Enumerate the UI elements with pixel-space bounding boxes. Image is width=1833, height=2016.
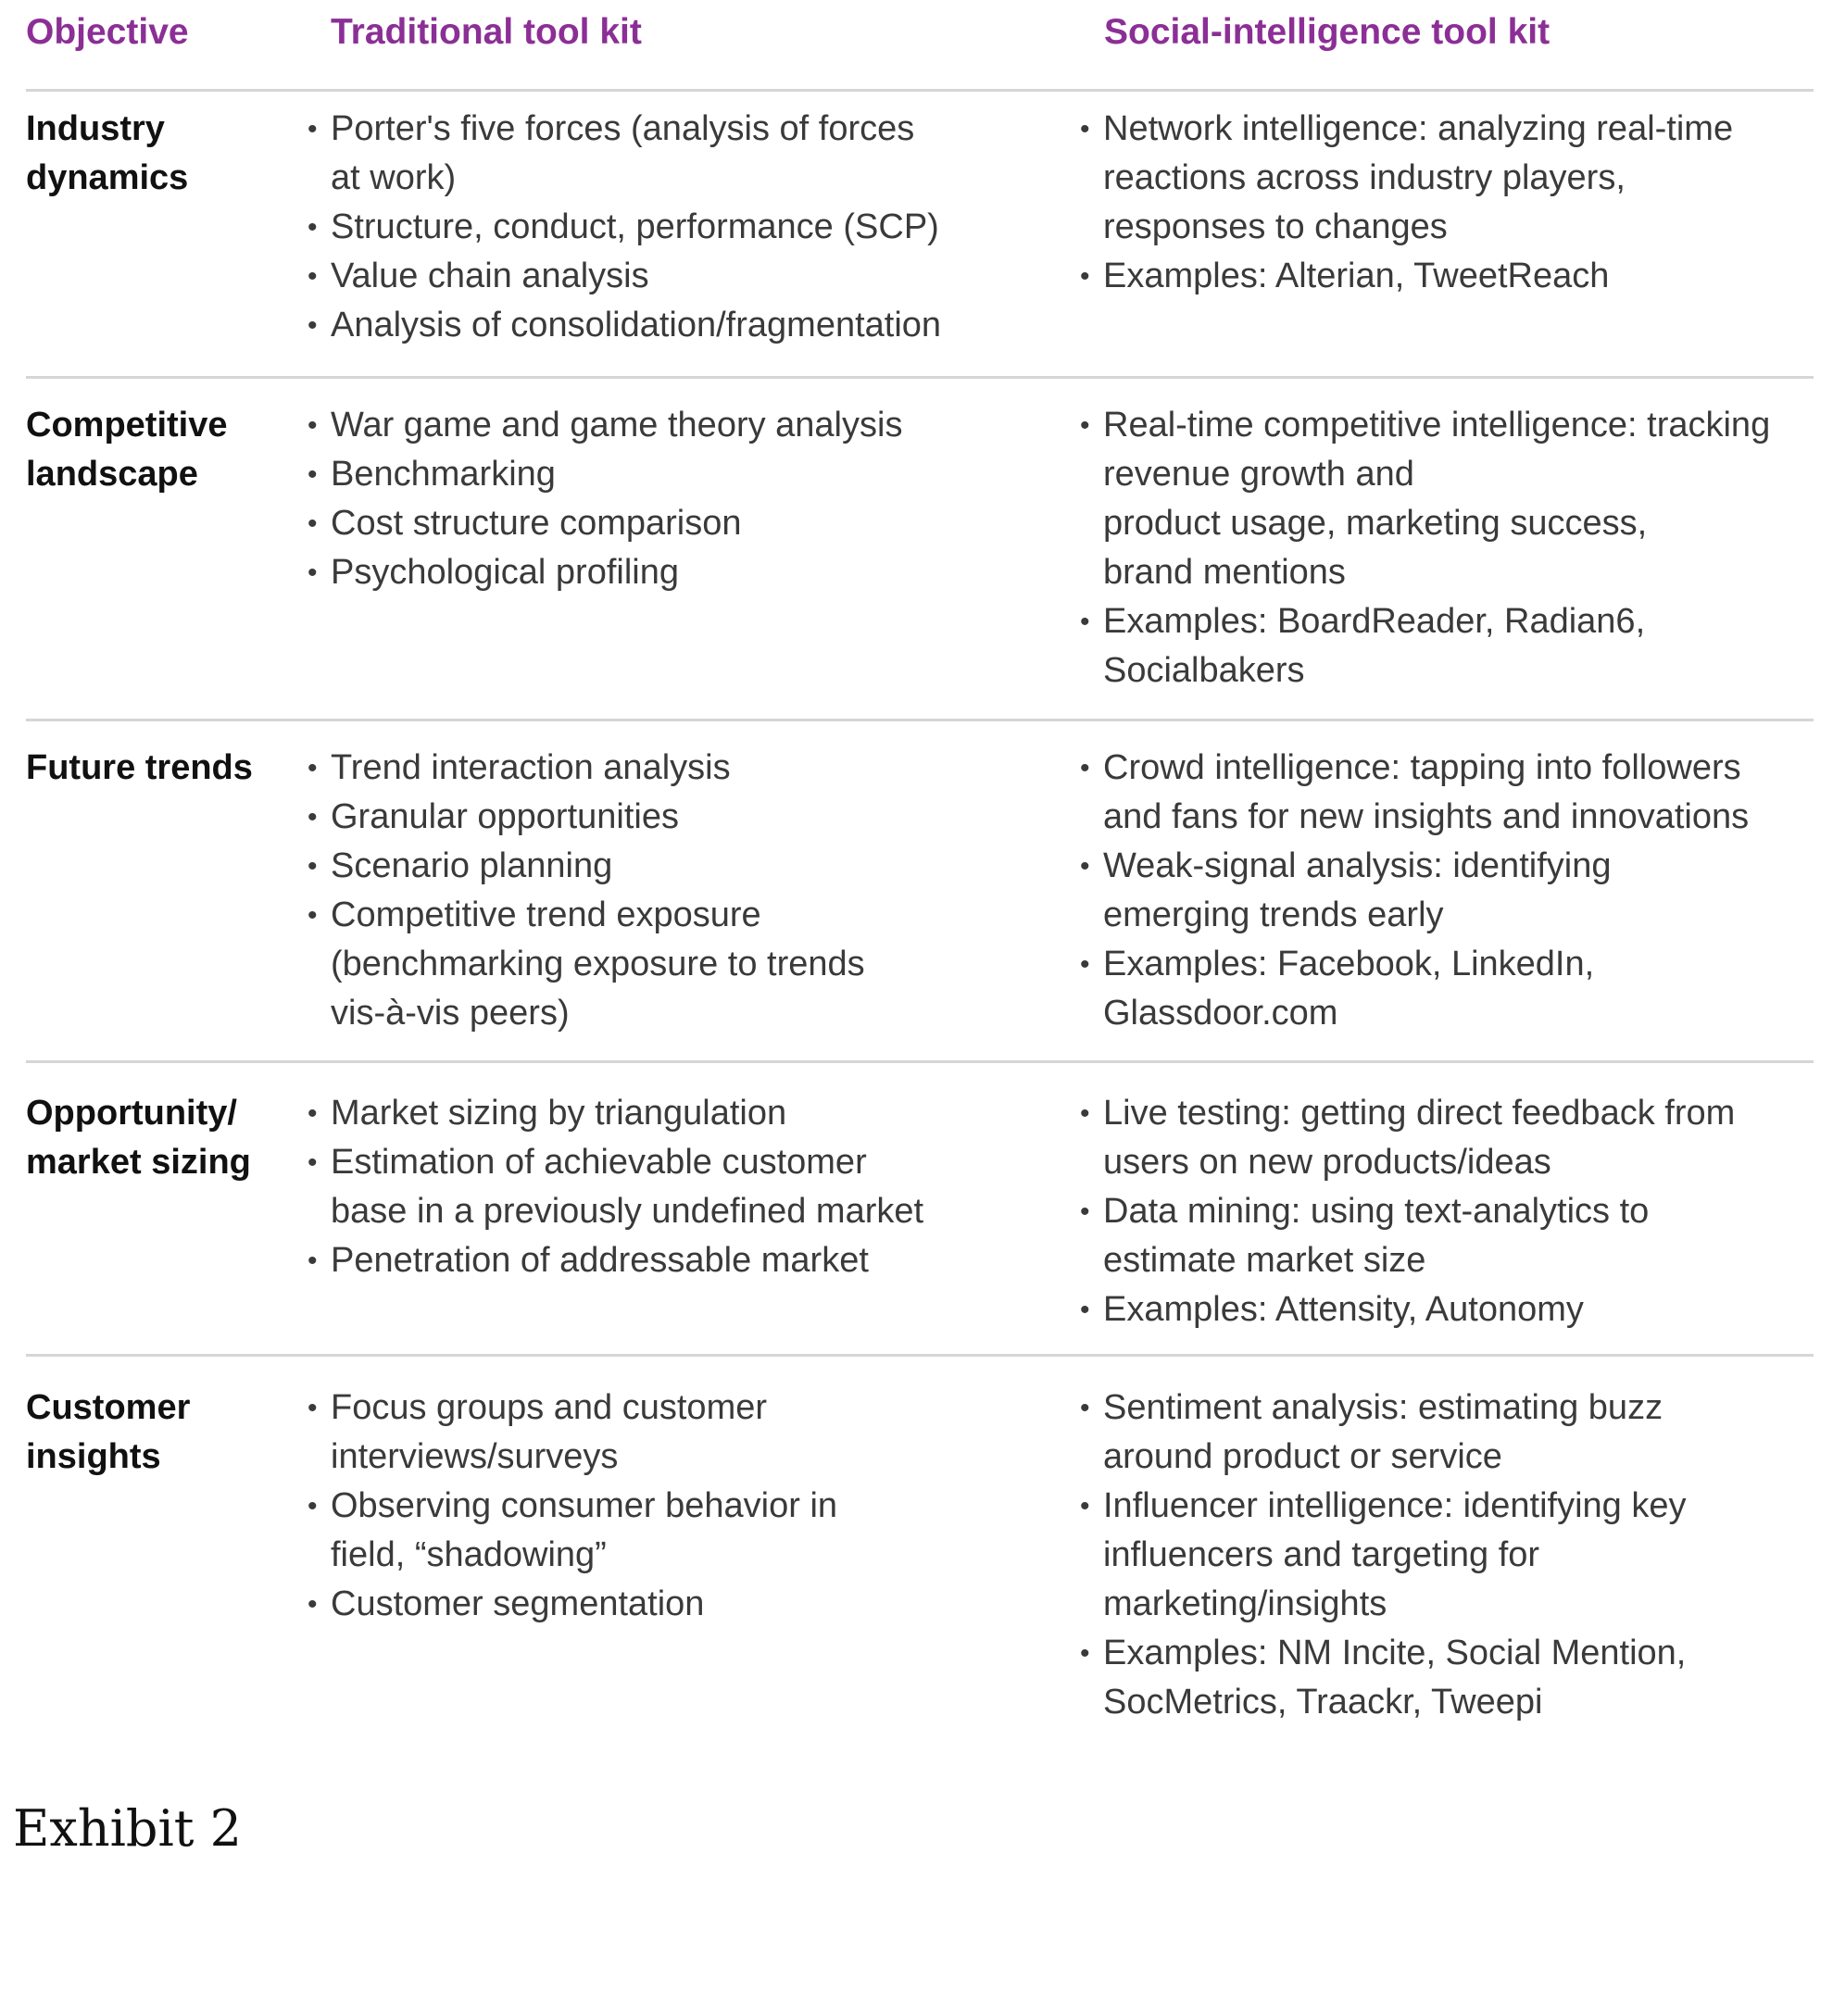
header-social-intelligence-tool-kit: Social-intelligence tool kit (1104, 12, 1551, 52)
row-divider (26, 376, 1814, 379)
bullet-line: • Crowd intelligence: tapping into followers (1103, 748, 1741, 787)
objective-cell (26, 1384, 190, 1482)
bullet-item (1080, 105, 1733, 252)
bullet-item (308, 1580, 837, 1629)
social-cell (1080, 744, 1749, 1038)
objective-cell (26, 105, 188, 203)
bullet-line: • Live testing: getting direct feedback from (1103, 1094, 1736, 1133)
bullet-line: • Cost structure comparison (331, 504, 742, 543)
bullet-line: • Observing consumer behavior in (331, 1486, 838, 1525)
social-cell (1080, 105, 1733, 301)
objective-line: Future trends (26, 748, 253, 787)
header-traditional-tool-kit: Traditional tool kit (331, 12, 642, 52)
bullet-item (308, 105, 941, 203)
bullet-item (1080, 401, 1770, 597)
bullet-line: • Examples: Attensity, Autonomy (1103, 1290, 1584, 1329)
bullet-item (308, 1236, 923, 1285)
bullet-item (308, 450, 902, 499)
bullet-line: around product or service (1103, 1437, 1502, 1476)
exhibit-caption: Exhibit 2 (13, 1799, 242, 1858)
bullet-item (308, 401, 902, 450)
objective-cell (26, 744, 253, 793)
bullet-item (308, 301, 941, 350)
bullet-line: base in a previously undefined market (331, 1192, 924, 1231)
bullet-line: and fans for new insights and innovations (1103, 797, 1750, 836)
bullet-line: • Market sizing by triangulation (331, 1094, 787, 1133)
bullet-line: • Benchmarking (331, 455, 556, 494)
objective-line: Customer (26, 1388, 191, 1427)
bullet-item (308, 203, 941, 252)
bullet-item (308, 499, 902, 548)
bullet-line: responses to changes (1103, 207, 1448, 246)
bullet-item (1080, 1089, 1735, 1187)
traditional-cell (308, 105, 941, 350)
bullet-line: • Examples: BoardReader, Radian6, (1103, 602, 1646, 641)
bullet-item (1080, 1482, 1687, 1629)
bullet-line: brand mentions (1103, 553, 1346, 592)
social-cell (1080, 401, 1770, 695)
bullet-line: • Porter's five forces (analysis of forces (331, 109, 915, 148)
bullet-line: • Examples: Alterian, TweetReach (1103, 257, 1610, 295)
bullet-line: • Estimation of achievable customer (331, 1143, 867, 1182)
bullet-item (1080, 744, 1749, 842)
bullet-item (308, 1089, 923, 1138)
objective-line: dynamics (26, 158, 189, 197)
bullet-line: field, “shadowing” (331, 1535, 607, 1574)
header-objective: Objective (26, 12, 189, 52)
bullet-item (308, 1482, 837, 1580)
bullet-line: at work) (331, 158, 457, 197)
bullet-line: • Structure, conduct, performance (SCP) (331, 207, 939, 246)
bullet-item (1080, 842, 1749, 940)
bullet-line: emerging trends early (1103, 895, 1444, 934)
traditional-cell (308, 1089, 923, 1285)
bullet-line: Glassdoor.com (1103, 994, 1338, 1033)
bullet-line: • Customer segmentation (331, 1584, 705, 1623)
bullet-line: • Competitive trend exposure (331, 895, 761, 934)
bullet-item (308, 252, 941, 301)
bullet-line: • Scenario planning (331, 846, 613, 885)
bullet-line: product usage, marketing success, (1103, 504, 1648, 543)
bullet-line: • Data mining: using text-analytics to (1103, 1192, 1650, 1231)
objective-line: market sizing (26, 1143, 251, 1182)
bullet-line: • Trend interaction analysis (331, 748, 731, 787)
bullet-item (308, 744, 865, 793)
bullet-item (308, 842, 865, 891)
row-divider (26, 719, 1814, 721)
objective-line: Opportunity/ (26, 1094, 237, 1133)
bullet-line: • Network intelligence: analyzing real-time (1103, 109, 1734, 148)
bullet-line: • Examples: Facebook, LinkedIn, (1103, 945, 1595, 983)
bullet-item (1080, 597, 1770, 695)
bullet-item (1080, 1285, 1735, 1334)
objective-cell (26, 1089, 251, 1187)
bullet-item (1080, 1629, 1687, 1727)
bullet-line: • Influencer intelligence: identifying key (1103, 1486, 1687, 1525)
bullet-item (1080, 1187, 1735, 1285)
bullet-line: vis-à-vis peers) (331, 994, 570, 1033)
bullet-line: SocMetrics, Traackr, Tweepi (1103, 1683, 1543, 1722)
bullet-item (308, 891, 865, 1038)
bullet-line: reactions across industry players, (1103, 158, 1626, 197)
bullet-item (1080, 1384, 1687, 1482)
bullet-line: influencers and targeting for (1103, 1535, 1540, 1574)
traditional-cell (308, 401, 902, 597)
objective-line: Competitive (26, 406, 228, 445)
row-divider (26, 1060, 1814, 1063)
bullet-line: marketing/insights (1103, 1584, 1387, 1623)
bullet-item (308, 1384, 837, 1482)
objective-line: landscape (26, 455, 198, 494)
bullet-item (1080, 252, 1733, 301)
bullet-line: Socialbakers (1103, 651, 1305, 690)
bullet-line: • Analysis of consolidation/fragmentation (331, 306, 942, 344)
objective-line: insights (26, 1437, 161, 1476)
bullet-line: • Real-time competitive intelligence: tracking (1103, 406, 1771, 445)
bullet-line: • War game and game theory analysis (331, 406, 903, 445)
objective-line: Industry (26, 109, 165, 148)
bullet-line: • Sentiment analysis: estimating buzz (1103, 1388, 1664, 1427)
bullet-line: users on new products/ideas (1103, 1143, 1551, 1182)
bullet-line: • Granular opportunities (331, 797, 679, 836)
bullet-item (308, 1138, 923, 1236)
objective-cell (26, 401, 227, 499)
bullet-line: estimate market size (1103, 1241, 1426, 1280)
bullet-line: • Focus groups and customer (331, 1388, 768, 1427)
bullet-line: interviews/surveys (331, 1437, 619, 1476)
social-cell (1080, 1089, 1735, 1334)
bullet-line: • Value chain analysis (331, 257, 649, 295)
social-cell (1080, 1384, 1687, 1727)
bullet-item (1080, 940, 1749, 1038)
row-divider (26, 1354, 1814, 1357)
bullet-item (308, 548, 902, 597)
bullet-line: • Examples: NM Incite, Social Mention, (1103, 1634, 1687, 1672)
row-divider (26, 89, 1814, 92)
traditional-cell (308, 744, 865, 1038)
bullet-line: (benchmarking exposure to trends (331, 945, 865, 983)
bullet-line: • Penetration of addressable market (331, 1241, 869, 1280)
traditional-cell (308, 1384, 837, 1629)
bullet-item (308, 793, 865, 842)
bullet-line: • Psychological profiling (331, 553, 679, 592)
bullet-line: • Weak-signal analysis: identifying (1103, 846, 1612, 885)
bullet-line: revenue growth and (1103, 455, 1414, 494)
